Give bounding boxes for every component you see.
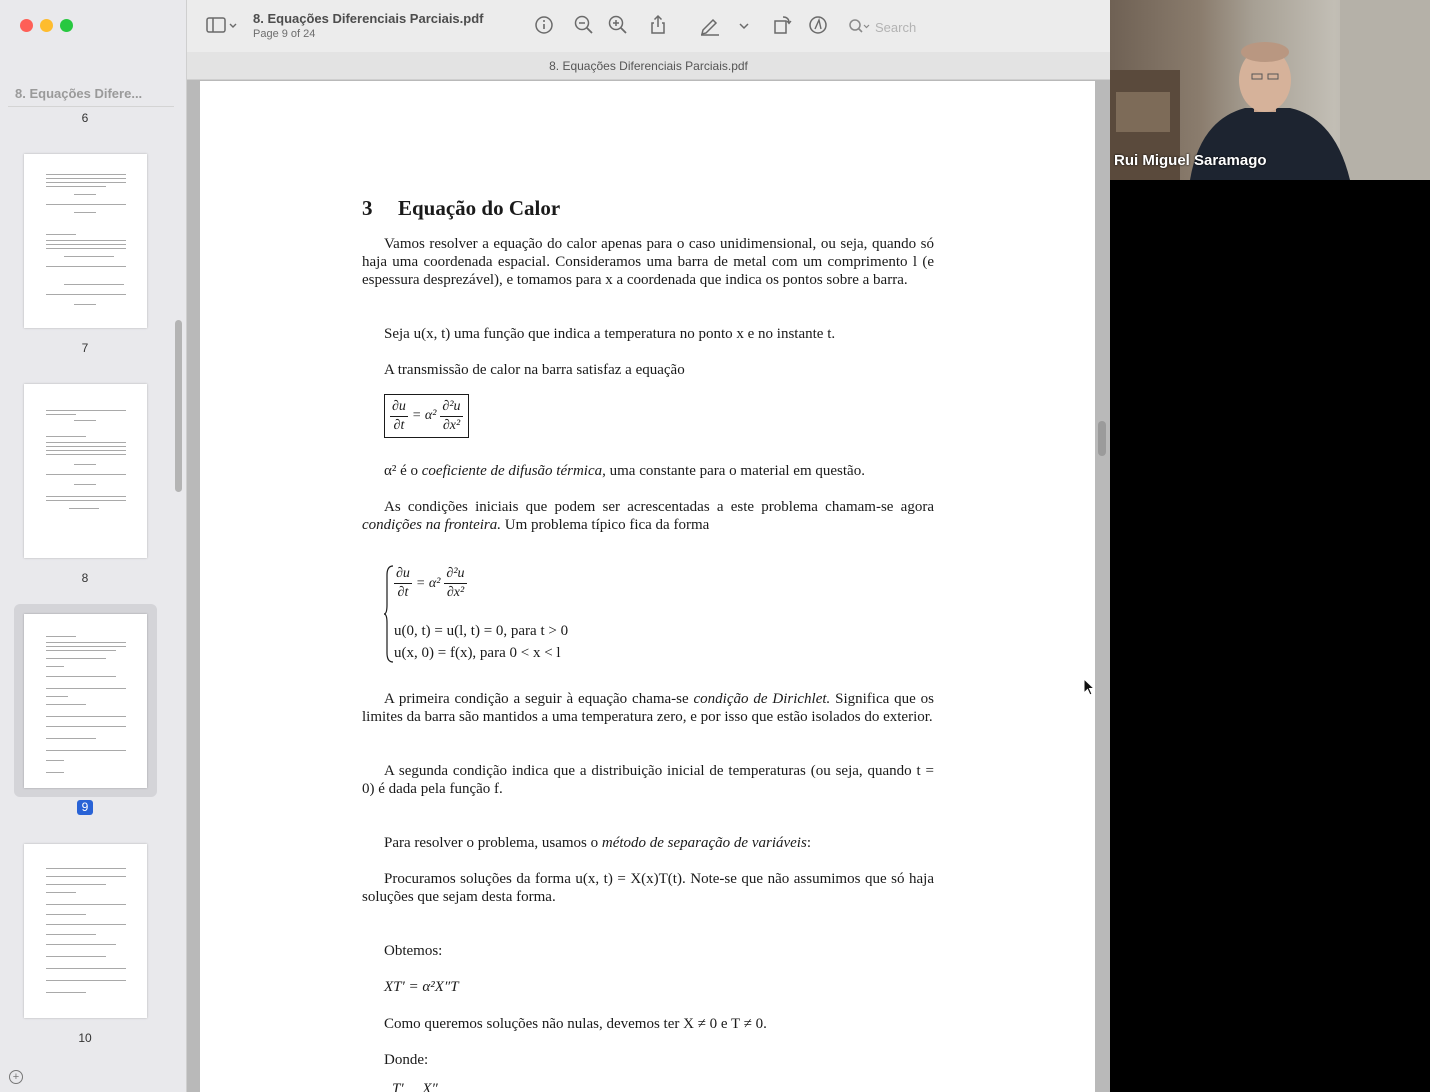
system-boundary-line: u(0, t) = u(l, t) = 0, para t > 0 — [394, 623, 569, 639]
search-icon — [847, 16, 871, 38]
add-page-icon[interactable]: + — [9, 1070, 23, 1084]
paragraph-diffusion-coefficient: α² é o coeficiente de difusão térmica, uma constante para o material em questão. — [384, 463, 865, 479]
paragraph-nonzero: Como queremos soluções não nulas, devemos ter X ≠ 0 e T ≠ 0. — [384, 1016, 767, 1032]
paragraph-boundary-conditions: As condições iniciais que podem ser acrescentadas a este problema chamam-se agora condições na fronteira. Um problema típico fica da forma — [362, 499, 934, 533]
page-label-7: 7 — [81, 341, 89, 355]
paragraph-obtemos: Obtemos: — [384, 943, 443, 959]
minimize-window-button[interactable] — [40, 19, 53, 32]
zoom-window-button[interactable] — [60, 19, 73, 32]
page-label-6: 6 — [81, 111, 89, 125]
paragraph-separation-method: Para resolver o problema, usamos o método de separação de variáveis: — [384, 835, 811, 851]
share-icon[interactable] — [647, 14, 669, 36]
system-pde-line: $\frac{\partial u}{\partial t}$ = α² $\frac{\text{∂²u}}{\text{∂x²}}$ — [396, 566, 465, 600]
page-thumbnail-8[interactable] — [24, 384, 147, 558]
paragraph-donde: Donde: — [384, 1052, 429, 1068]
thumbnail-sidebar — [0, 0, 187, 1092]
document-scrollbar[interactable] — [1098, 421, 1106, 456]
document-title: 8. Equações Diferenciais Parciais.pdf — [253, 11, 484, 26]
paragraph-solution-form: Procuramos soluções da forma u(x, t) = X(x)T(t). Note-se que não assumimos que só haja soluções que sejam desta forma. — [362, 871, 934, 905]
rotate-icon[interactable] — [771, 14, 793, 36]
page-label-9-selected: 9 — [77, 800, 93, 815]
info-icon[interactable] — [533, 14, 555, 36]
equation-xt: XT′ = α²X″T — [384, 979, 459, 995]
section-number: 3 — [362, 196, 373, 220]
toolbar — [187, 0, 1110, 52]
pdf-page — [200, 81, 1095, 1092]
document-scroll-area[interactable] — [187, 81, 1110, 1092]
heat-equation-boxed: $\frac{\partial u}{\partial t}$ = α² $\frac{\text{∂²u}}{\text{∂x²}}$ — [384, 394, 469, 438]
paragraph-function-u: Seja u(x, t) uma função que indica a temperatura no ponto x e no instante t. — [384, 326, 836, 342]
system-initial-line: u(x, 0) = f(x), para 0 < x < l — [394, 645, 561, 661]
system-brace — [384, 565, 394, 663]
page-thumbnail-7[interactable] — [24, 154, 147, 328]
video-gallery-empty-area — [1110, 180, 1430, 1092]
mouse-cursor-icon — [1083, 678, 1095, 696]
equation-partial-cut: T′ X″ — [392, 1081, 438, 1092]
sidebar-toggle-icon[interactable] — [205, 14, 237, 36]
paragraph-heat-transmission: A transmissão de calor na barra satisfaz a equação — [384, 362, 685, 378]
participant-name: Rui Miguel Saramago — [1114, 152, 1267, 169]
markup-icon[interactable] — [807, 14, 829, 36]
boundary-value-system — [384, 559, 684, 669]
chevron-down-icon[interactable] — [737, 14, 751, 36]
section-heading — [362, 196, 560, 221]
document-tab-bar — [187, 52, 1110, 80]
document-tab-title: 8. Equações Diferenciais Parciais.pdf — [549, 59, 748, 73]
paragraph-dirichlet: A primeira condição a seguir à equação chama-se condição de Dirichlet. Significa que os limites da barra são mantidos a uma temperatura zero, e por isso que estão isolados do exterior. — [362, 691, 934, 725]
page-thumbnail-10[interactable] — [24, 844, 147, 1018]
sidebar-scrollbar[interactable] — [175, 320, 182, 492]
close-window-button[interactable] — [20, 19, 33, 32]
sidebar-document-title: 8. Equações Difere... — [15, 86, 143, 101]
search-input[interactable] — [875, 16, 1085, 38]
sidebar-divider — [8, 106, 174, 107]
page-thumbnail-9[interactable] — [24, 614, 147, 788]
highlight-pen-icon[interactable] — [699, 14, 721, 36]
section-title: Equação do Calor — [398, 196, 561, 220]
page-label-8: 8 — [81, 571, 89, 585]
search-field[interactable] — [847, 16, 1097, 38]
zoom-in-icon[interactable] — [607, 14, 629, 36]
paragraph-initial-distribution: A segunda condição indica que a distribuição inicial de temperaturas (ou seja, quando t = 0) é dada pela função f. — [362, 763, 934, 797]
page-indicator: Page 9 of 24 — [253, 28, 316, 40]
zoom-out-icon[interactable] — [573, 14, 595, 36]
participant-video-tile[interactable] — [1110, 0, 1430, 180]
page-label-10: 10 — [78, 1031, 92, 1045]
paragraph-intro: Vamos resolver a equação do calor apenas para o caso unidimensional, ou seja, quando só haja uma coordenada espacial. Consideramos uma barra de metal com um comprimento l (e espessura desprezável), e tomamos para x a coordenada que indica os pontos sobre a barra. — [362, 236, 934, 288]
